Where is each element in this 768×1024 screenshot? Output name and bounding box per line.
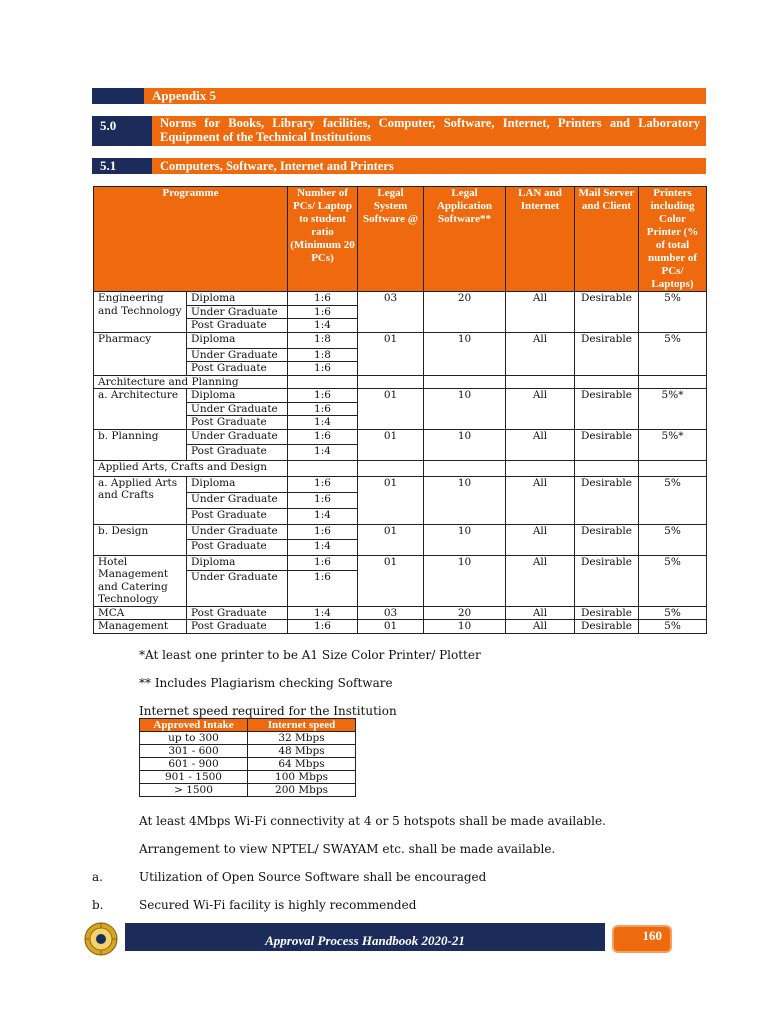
nptel-paragraph: Arrangement to view NPTEL/ SWAYAM etc. shall be made available.	[139, 842, 556, 856]
wifi-paragraph: At least 4Mbps Wi-Fi connectivity at 4 or 5 hotspots shall be made available.	[139, 814, 606, 828]
table-row	[94, 429, 707, 444]
printers: 5%	[639, 524, 707, 555]
footer-title: Approval Process Handbook 2020-21	[265, 933, 465, 948]
ratio: 1:8	[288, 332, 358, 348]
intake: > 1500	[140, 784, 248, 797]
header-application-software: Legal Application Software**	[424, 187, 506, 292]
list-item-open-source: Utilization of Open Source Software shall be encouraged	[139, 870, 487, 884]
table-group-row	[94, 375, 707, 389]
level: Under Graduate	[187, 429, 288, 444]
system-software: 01	[358, 620, 424, 634]
computers-norms-table	[93, 186, 707, 634]
level: Diploma	[187, 292, 288, 306]
printers: 5%	[639, 555, 707, 606]
ratio: 1:6	[288, 389, 358, 403]
mail-server: Desirable	[575, 292, 639, 333]
level: Under Graduate	[187, 305, 288, 319]
ratio: 1:6	[288, 555, 358, 570]
header-pcs-ratio: Number of PCs/ Laptop to student ratio (Minimum 20 PCs)	[288, 187, 358, 292]
system-software: 01	[358, 476, 424, 524]
system-software: 01	[358, 429, 424, 460]
list-marker-a: a.	[92, 870, 103, 884]
level: Post Graduate	[187, 508, 288, 524]
mail-server: Desirable	[575, 606, 639, 620]
header-system-software: Legal System Software @	[358, 187, 424, 292]
group-label: Applied Arts, Crafts and Design	[94, 460, 288, 476]
intake: 601 - 900	[140, 758, 248, 771]
mail-server: Desirable	[575, 620, 639, 634]
table-row	[94, 555, 707, 570]
programme-name: Pharmacy	[94, 332, 187, 375]
list-item-wifi: Secured Wi-Fi facility is highly recommended	[139, 898, 417, 912]
ratio: 1:6	[288, 292, 358, 306]
internet-speed-table	[139, 718, 356, 797]
ratio: 1:4	[288, 606, 358, 620]
printers: 5%	[639, 332, 707, 375]
level: Post Graduate	[187, 620, 288, 634]
section-5-0-header	[92, 116, 706, 146]
programme-name: b. Planning	[94, 429, 187, 460]
mail-server: Desirable	[575, 332, 639, 375]
system-software: 01	[358, 389, 424, 430]
application-software: 10	[424, 429, 506, 460]
ratio: 1:4	[288, 539, 358, 555]
level: Post Graduate	[187, 416, 288, 430]
level: Under Graduate	[187, 570, 288, 606]
ratio: 1:6	[288, 402, 358, 416]
lan-internet: All	[506, 332, 575, 375]
table-row	[140, 771, 356, 784]
application-software: 10	[424, 524, 506, 555]
ratio: 1:6	[288, 362, 358, 376]
programme-name: a. Applied Arts and Crafts	[94, 476, 187, 524]
intake: 901 - 1500	[140, 771, 248, 784]
ratio: 1:6	[288, 620, 358, 634]
table-row	[94, 476, 707, 492]
appendix-title: Appendix 5	[144, 88, 706, 104]
list-marker-b: b.	[92, 898, 104, 912]
ratio: 1:6	[288, 492, 358, 508]
table-row	[140, 784, 356, 797]
header-mail-server: Mail Server and Client	[575, 187, 639, 292]
printers: 5%	[639, 476, 707, 524]
programme-name: b. Design	[94, 524, 187, 555]
system-software: 01	[358, 555, 424, 606]
section-5-1-header	[92, 158, 706, 174]
level: Post Graduate	[187, 539, 288, 555]
lan-internet: All	[506, 555, 575, 606]
system-software: 01	[358, 332, 424, 375]
level: Post Graduate	[187, 362, 288, 376]
header-programme: Programme	[94, 187, 288, 292]
application-software: 10	[424, 476, 506, 524]
application-software: 10	[424, 555, 506, 606]
printers: 5%	[639, 606, 707, 620]
application-software: 10	[424, 620, 506, 634]
programme-name: Hotel Management and Catering Technology	[94, 555, 187, 606]
aicte-logo-icon	[84, 922, 118, 956]
ratio: 1:6	[288, 570, 358, 606]
header-approved-intake: Approved Intake	[140, 719, 248, 732]
printers: 5%*	[639, 389, 707, 430]
speed: 64 Mbps	[248, 758, 356, 771]
lan-internet: All	[506, 476, 575, 524]
ratio: 1:4	[288, 444, 358, 460]
level: Diploma	[187, 476, 288, 492]
lan-internet: All	[506, 620, 575, 634]
intake: up to 300	[140, 732, 248, 745]
lan-internet: All	[506, 389, 575, 430]
table-row	[94, 606, 707, 620]
header-internet-speed: Internet speed	[248, 719, 356, 732]
table-header-row	[94, 187, 707, 292]
section-5-1-number: 5.1	[92, 158, 152, 174]
system-software: 03	[358, 606, 424, 620]
table-row	[140, 732, 356, 745]
lan-internet: All	[506, 429, 575, 460]
header-lan-internet: LAN and Internet	[506, 187, 575, 292]
table-header-row	[140, 719, 356, 732]
mail-server: Desirable	[575, 555, 639, 606]
ratio: 1:4	[288, 319, 358, 333]
level: Under Graduate	[187, 524, 288, 539]
lan-internet: All	[506, 606, 575, 620]
section-5-0-title: Norms for Books, Library facilities, Computer, Software, Internet, Printers and Laboratory Equipment of the Technical Institutions	[152, 116, 706, 146]
group-label: Architecture and Planning	[94, 375, 288, 389]
table-row	[94, 620, 707, 634]
internet-speed-title: Internet speed required for the Institution	[139, 704, 397, 718]
application-software: 10	[424, 389, 506, 430]
level: Under Graduate	[187, 492, 288, 508]
lan-internet: All	[506, 524, 575, 555]
lan-internet: All	[506, 292, 575, 333]
section-5-0-number: 5.0	[92, 116, 152, 146]
printers: 5%	[639, 292, 707, 333]
printers: 5%	[639, 620, 707, 634]
speed: 48 Mbps	[248, 745, 356, 758]
ratio: 1:6	[288, 429, 358, 444]
ratio: 1:4	[288, 416, 358, 430]
appendix-number-block	[92, 88, 144, 104]
table-row	[140, 745, 356, 758]
system-software: 01	[358, 524, 424, 555]
speed: 32 Mbps	[248, 732, 356, 745]
section-5-1-title: Computers, Software, Internet and Printers	[152, 158, 706, 174]
application-software: 20	[424, 606, 506, 620]
appendix-header	[92, 88, 706, 104]
mail-server: Desirable	[575, 476, 639, 524]
ratio: 1:8	[288, 348, 358, 362]
mail-server: Desirable	[575, 429, 639, 460]
table-row	[94, 389, 707, 403]
level: Post Graduate	[187, 444, 288, 460]
table-row	[94, 332, 707, 348]
printer-footnote: *At least one printer to be A1 Size Color Printer/ Plotter	[139, 648, 481, 662]
programme-name: Engineering and Technology	[94, 292, 187, 333]
table-row	[94, 292, 707, 306]
application-software: 10	[424, 332, 506, 375]
table-group-row	[94, 460, 707, 476]
ratio: 1:6	[288, 305, 358, 319]
table-row	[94, 524, 707, 539]
header-printers: Printers including Color Printer (% of total number of PCs/ Laptops)	[639, 187, 707, 292]
printers: 5%*	[639, 429, 707, 460]
footer-bar	[125, 923, 605, 951]
level: Under Graduate	[187, 348, 288, 362]
level: Diploma	[187, 555, 288, 570]
level: Post Graduate	[187, 319, 288, 333]
level: Diploma	[187, 389, 288, 403]
intake: 301 - 600	[140, 745, 248, 758]
level: Post Graduate	[187, 606, 288, 620]
programme-name: MCA	[94, 606, 187, 620]
table-row	[140, 758, 356, 771]
system-software: 03	[358, 292, 424, 333]
speed: 100 Mbps	[248, 771, 356, 784]
mail-server: Desirable	[575, 389, 639, 430]
application-software: 20	[424, 292, 506, 333]
programme-name: Management	[94, 620, 187, 634]
level: Diploma	[187, 332, 288, 348]
page-number: 160	[614, 927, 670, 951]
level: Under Graduate	[187, 402, 288, 416]
speed: 200 Mbps	[248, 784, 356, 797]
ratio: 1:4	[288, 508, 358, 524]
ratio: 1:6	[288, 524, 358, 539]
ratio: 1:6	[288, 476, 358, 492]
mail-server: Desirable	[575, 524, 639, 555]
programme-name: a. Architecture	[94, 389, 187, 430]
plagiarism-footnote: ** Includes Plagiarism checking Software	[139, 676, 393, 690]
